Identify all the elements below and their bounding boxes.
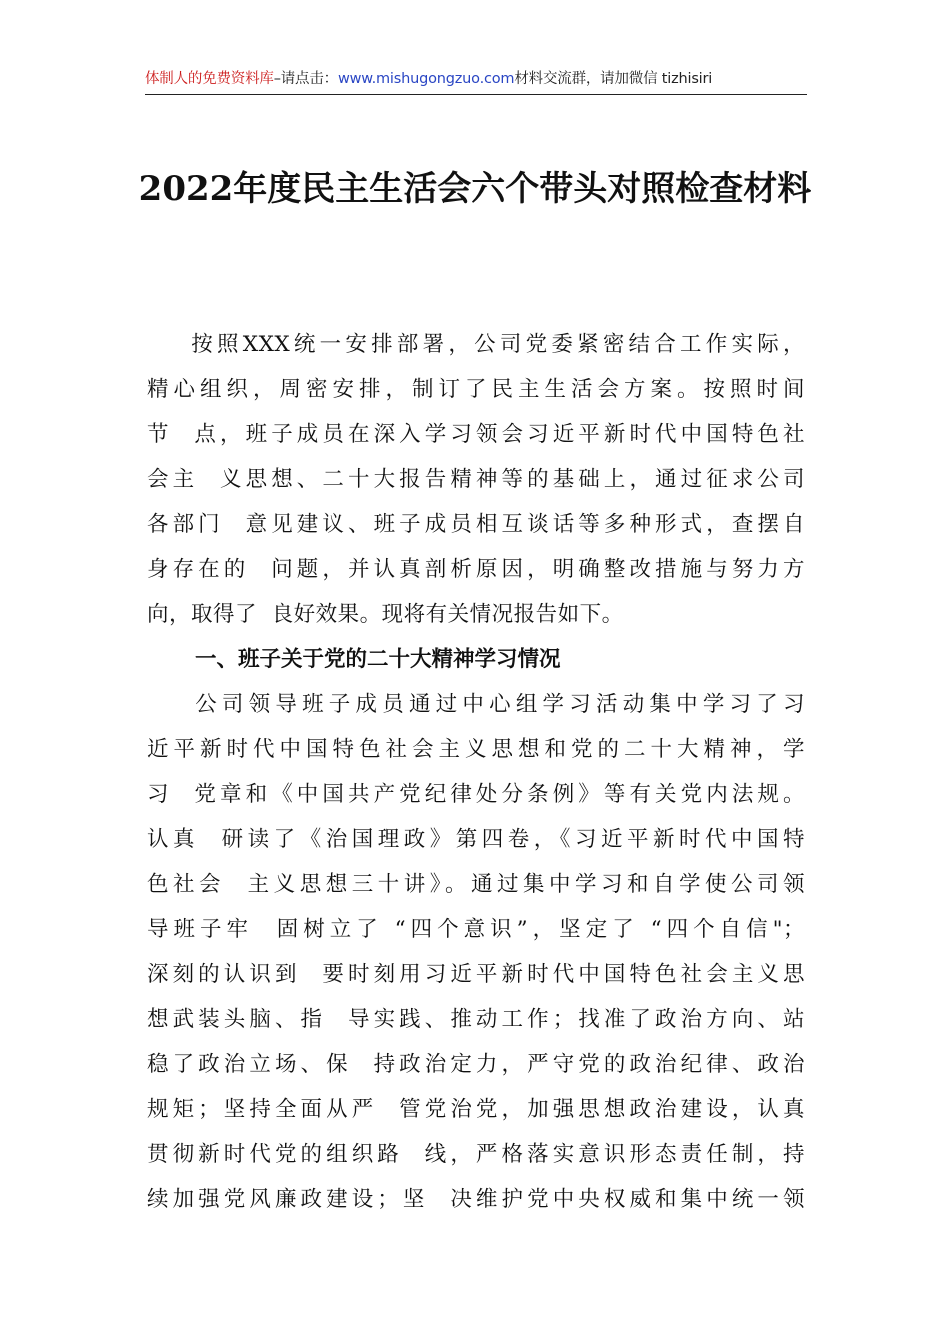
text-line: 稳了政治立场、保 持政治定力，严守党的政治纪律、政治	[147, 1052, 805, 1077]
header-contact: 材料交流群，请加微信 tizhisiri	[514, 71, 713, 87]
text-line: 深刻的认识到 要时刻用习近平新时代中国特色社会主义思	[147, 962, 805, 987]
header-link[interactable]: www.mishugongzuo.com	[337, 71, 515, 87]
text-line: 近平新时代中国特色社会主义思想和党的二十大精神，学	[147, 737, 805, 762]
paragraph-2	[147, 682, 805, 1222]
text-line: 贯彻新时代党的组织路 线，严格落实意识形态责任制，持	[147, 1142, 805, 1167]
text-line: 色社会 主义思想三十讲》。通过集中学习和自学使公司领	[147, 872, 805, 897]
text-line: 节 点，班子成员在深入学习领会习近平新时代中国特色社	[147, 422, 805, 447]
header-brand: 体制人的免费资料库	[145, 71, 274, 87]
text-line: 精心组织，周密安排，制订了民主生活会方案。按照时间	[147, 377, 805, 402]
header-prompt: –请点击：	[273, 71, 338, 87]
text-line: 向，取得了 良好效果。现将有关情况报告如下。	[147, 602, 624, 627]
section-heading: 一、班子关于党的二十大精神学习情况	[195, 647, 561, 672]
text-line: 规矩；坚持全面从严 管党治党，加强思想政治建设，认真	[147, 1097, 805, 1122]
document-body	[147, 322, 805, 1222]
text-line: 续加强党风廉政建设；坚 决维护党中央权威和集中统一领	[147, 1187, 805, 1212]
text-line: 想武装头脑、指 导实践、推动工作；找准了政治方向、站	[147, 1007, 805, 1032]
text-line: 导班子牢 固树立了 “四个意识”，坚定了 “四个自信"；	[147, 917, 805, 942]
text-line: 认真 研读了《治国理政》第四卷，《习近平新时代中国特	[147, 827, 805, 852]
text-line: 按照XXX统一安排部署，公司党委紧密结合工作实际，	[147, 332, 805, 357]
text-line: 公司领导班子成员通过中心组学习活动集中学习了习	[147, 692, 805, 717]
text-line: 习 党章和《中国共产党纪律处分条例》等有关党内法规。	[147, 782, 805, 807]
text-line: 会主 义思想、二十大报告精神等的基础上，通过征求公司	[147, 467, 805, 492]
document-title: 2022年度民主生活会六个带头对照检查材料	[138, 169, 812, 209]
page-header	[145, 66, 807, 95]
text-line: 各部门 意见建议、班子成员相互谈话等多种形式，查摆自	[147, 512, 805, 537]
paragraph-1	[147, 322, 805, 637]
text-line: 身存在的 问题，并认真剖析原因，明确整改措施与努力方	[147, 557, 805, 582]
